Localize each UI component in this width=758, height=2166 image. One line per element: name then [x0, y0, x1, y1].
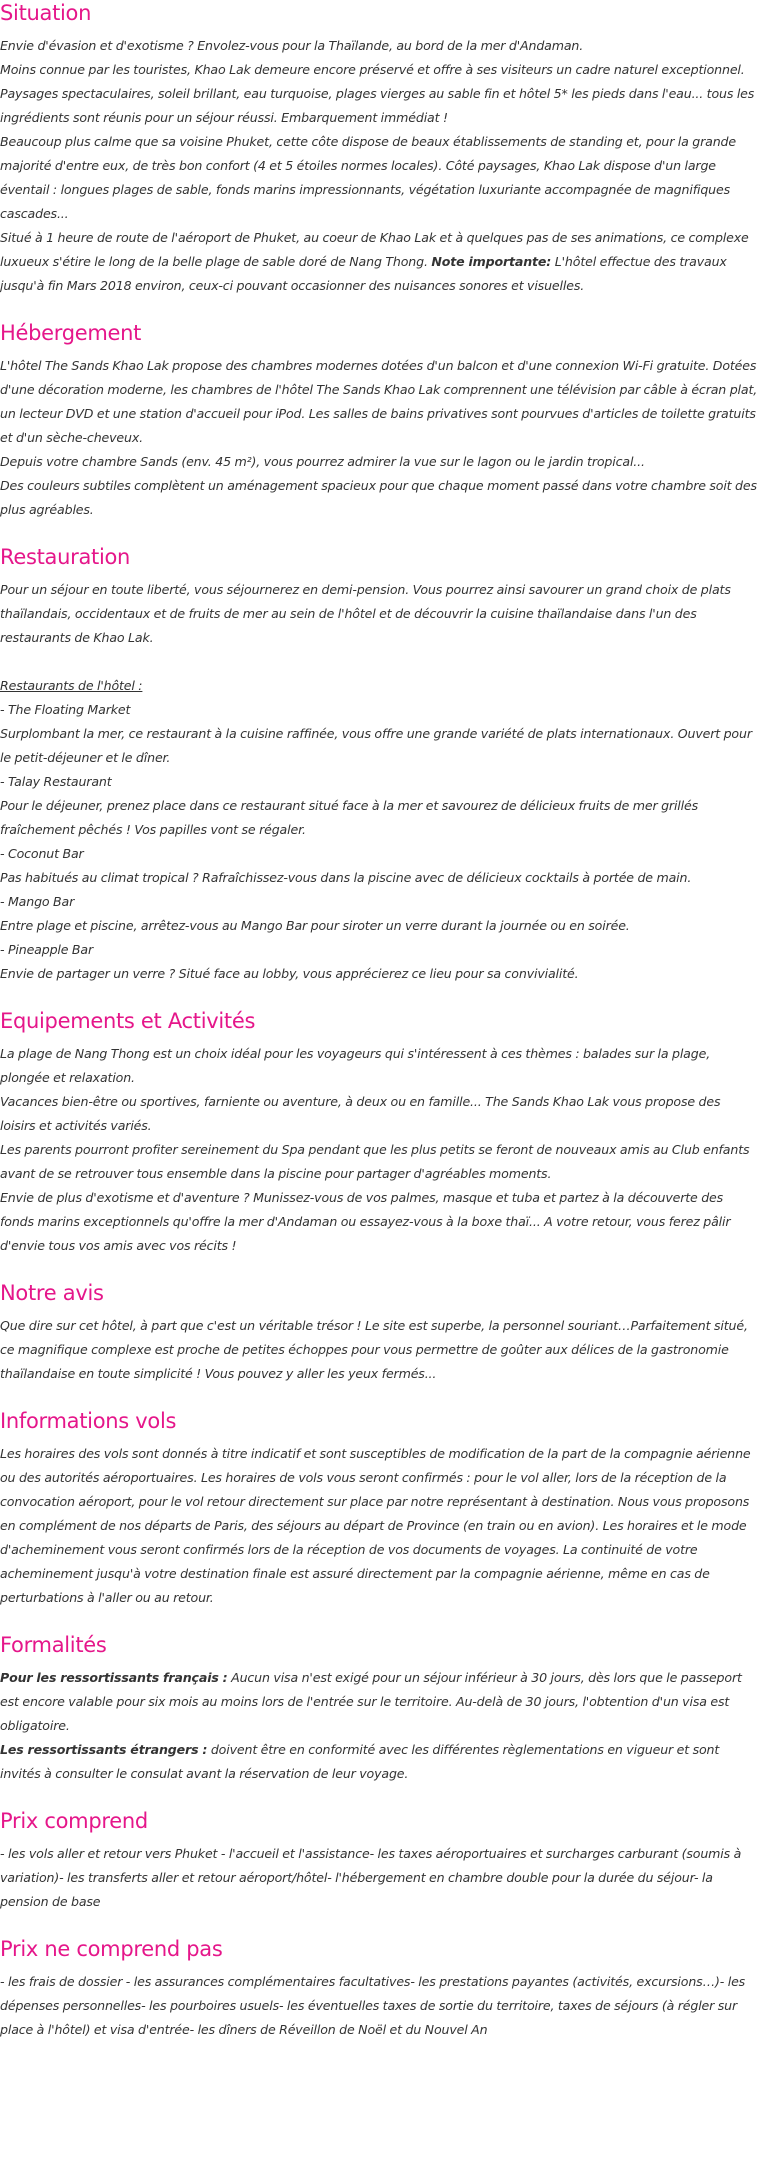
paragraph: Depuis votre chambre Sands (env. 45 m²), vous pourrez admirer la vue sur le lagon ou le jardin tropical... — [0, 454, 645, 469]
section-title-avis: Notre avis — [0, 1281, 104, 1305]
restaurant-name: - Talay Restaurant — [0, 774, 112, 789]
section-title-formalites: Formalités — [0, 1633, 107, 1657]
section-title-restauration: Restauration — [0, 545, 131, 569]
section-prix-comprend — [0, 1808, 758, 1914]
restaurant-description: Surplombant la mer, ce restaurant à la cuisine raffinée, vous offre une grande variété de plats internationaux. Ouvert pour le petit-déjeuner et le dîner. — [0, 726, 752, 765]
section-title-hebergement: Hébergement — [0, 321, 142, 345]
section-title-prix-comprend: Prix comprend — [0, 1809, 148, 1833]
paragraph: Envie d'évasion et d'exotisme ? Envolez-vous pour la Thaïlande, au bord de la mer d'Andaman. — [0, 38, 584, 53]
restaurant-name: - The Floating Market — [0, 702, 131, 717]
paragraph — [0, 1738, 758, 1786]
paragraph: Beaucoup plus calme que sa voisine Phuket, cette côte dispose de beaux établissements de standing et, pour la grande majorité d'entre eux, de très bon confort (4 et 5 étoiles normes locales). Côté paysages, Khao Lak dispose d'un large éventail : longues plages de sable, fonds marins impressionnants, végétation luxuriante accompagnée de magnifiques cascades... — [0, 134, 736, 221]
paragraph: Pour un séjour en toute liberté, vous séjournerez en demi-pension. Vous pourrez ainsi savourer un grand choix de plats thaïlandais, occidentaux et de fruits de mer au sein de l'hôtel et de découvrir la cuisine thaïlandaise dans l'un des restaurants de Khao Lak. — [0, 582, 731, 645]
section-formalites — [0, 1632, 758, 1786]
text: L'hôtel effectue des travaux jusqu'à fin Mars 2018 environ, ceux-ci pouvant occasionner des nuisances sonores et visuelles. — [0, 254, 727, 293]
foreign-nationals-label: Les ressortissants étrangers : — [0, 1742, 208, 1757]
paragraph: Les parents pourront profiter sereinement du Spa pendant que les plus petits se feront de nouveaux amis au Club enfants avant de se retrouver tous ensemble dans la piscine pour partager d'agréables moments. — [0, 1142, 750, 1181]
text: Aucun visa n'est exigé pour un séjour inférieur à 30 jours, dès lors que le passeport est encore valable pour six mois au moins lors de l'entrée sur le territoire. Au-delà de 30 jours, l'obtention d'un visa est obligatoire. — [0, 1670, 742, 1733]
text: Situé à 1 heure de route de l'aéroport de Phuket, au coeur de Khao Lak et à quelques pas de ses animations, ce complexe luxueux s'étire le long de la belle plage de sable doré de Nang Thong. — [0, 230, 749, 269]
section-title-equipements: Equipements et Activités — [0, 1009, 256, 1033]
paragraph: - les vols aller et retour vers Phuket - l'accueil et l'assistance- les taxes aéroportuaires et surcharges carburant (soumis à variation)- les transferts aller et retour aéroport/hôtel- l'hébergement en chambre double pour la durée du séjour- la pension de base — [0, 1846, 742, 1909]
restaurant-description: Entre plage et piscine, arrêtez-vous au Mango Bar pour siroter un verre durant la journée ou en soirée. — [0, 918, 630, 933]
restaurant-name: - Coconut Bar — [0, 846, 84, 861]
restaurants-heading: Restaurants de l'hôtel : — [0, 678, 143, 693]
french-nationals-label: Pour les ressortissants français : — [0, 1670, 228, 1685]
paragraph: - les frais de dossier - les assurances complémentaires facultatives- les prestations payantes (activités, excursions…)- les dépenses personnelles- les pourboires usuels- les éventuelles taxes de sortie du territoire, taxes de séjours (à régler sur place à l'hôtel) et visa d'entrée- les dîners de Réveillon de Noël et du Nouvel An — [0, 1974, 746, 2037]
section-vols — [0, 1408, 758, 1610]
section-title-situation: Situation — [0, 1, 92, 25]
paragraph: Des couleurs subtiles complètent un aménagement spacieux pour que chaque moment passé dans votre chambre soit des plus agréables. — [0, 478, 757, 517]
section-avis — [0, 1280, 758, 1386]
paragraph: La plage de Nang Thong est un choix idéal pour les voyageurs qui s'intéressent à ces thèmes : balades sur la plage, plongée et relaxation. — [0, 1046, 711, 1085]
important-note-label: Note importante: — [431, 254, 552, 269]
restaurant-description: Pas habitués au climat tropical ? Rafraîchissez-vous dans la piscine avec de délicieux cocktails à portée de main. — [0, 870, 692, 885]
paragraph: Les horaires des vols sont donnés à titre indicatif et sont susceptibles de modification de la part de la compagnie aérienne ou des autorités aéroportuaires. Les horaires de vols vous seront confirmés : pour le vol aller, lors de la réception de la convocation aéroport, pour le vol retour directement sur place par notre représentant à destination. Nous vous proposons en complément de nos départs de Paris, des séjours au départ de Province (en train ou en avion). Les horaires et le mode d'acheminement vous seront confirmés lors de la réception de vos documents de voyages. La continuité de votre acheminement jusqu'à votre destination finale est assuré directement par la compagnie aérienne, même en cas de perturbations à l'aller ou au retour. — [0, 1446, 751, 1605]
paragraph — [0, 226, 758, 298]
restaurant-name: - Mango Bar — [0, 894, 75, 909]
paragraph: L'hôtel The Sands Khao Lak propose des chambres modernes dotées d'un balcon et d'une connexion Wi-Fi gratuite. Dotées d'une décoration moderne, les chambres de l'hôtel The Sands Khao Lak comprennent une télévision par câble à écran plat, un lecteur DVD et une station d'accueil pour iPod. Les salles de bains privatives sont pourvues d'articles de toilette gratuits et d'un sèche-cheveux. — [0, 358, 758, 445]
section-prix-ne-comprend — [0, 1936, 758, 2042]
restaurant-description: Pour le déjeuner, prenez place dans ce restaurant situé face à la mer et savourez de délicieux fruits de mer grillés fraîchement pêchés ! Vos papilles vont se régaler. — [0, 798, 699, 837]
restaurant-description: Envie de partager un verre ? Situé face au lobby, vous apprécierez ce lieu pour sa convivialité. — [0, 966, 579, 981]
section-equipements — [0, 1008, 758, 1258]
section-title-vols: Informations vols — [0, 1409, 177, 1433]
paragraph — [0, 1666, 758, 1738]
paragraph: Envie de plus d'exotisme et d'aventure ? Munissez-vous de vos palmes, masque et tuba et partez à la découverte des fonds marins exceptionnels qu'offre la mer d'Andaman ou essayez-vous à la boxe thaï... A votre retour, vous ferez pâlir d'envie tous vos amis avec vos récits ! — [0, 1190, 731, 1253]
restaurant-name: - Pineapple Bar — [0, 942, 94, 957]
section-restauration — [0, 544, 758, 986]
section-situation — [0, 0, 758, 298]
paragraph: Moins connue par les touristes, Khao Lak demeure encore préservé et offre à ses visiteurs un cadre naturel exceptionnel. Paysages spectaculaires, soleil brillant, eau turquoise, plages vierges au sable fin et hôtel 5* les pieds dans l'eau... tous les ingrédients sont réunis pour un séjour réussi. Embarquement immédiat ! — [0, 62, 755, 125]
spacer — [0, 650, 758, 674]
paragraph: Que dire sur cet hôtel, à part que c'est un véritable trésor ! Le site est superbe, la personnel souriant…Parfaitement situé, ce magnifique complexe est proche de petites échoppes pour vous permettre de goûter aux délices de la gastronomie thaïlandaise en toute simplicité ! Vous pouvez y aller les yeux fermés... — [0, 1318, 748, 1381]
paragraph: Vacances bien-être ou sportives, farniente ou aventure, à deux ou en famille... The Sands Khao Lak vous propose des loisirs et activités variés. — [0, 1094, 721, 1133]
section-hebergement — [0, 320, 758, 522]
section-title-prix-ne-comprend: Prix ne comprend pas — [0, 1937, 223, 1961]
text: doivent être en conformité avec les différentes règlementations en vigueur et sont invités à consulter le consulat avant la réservation de leur voyage. — [0, 1742, 720, 1781]
